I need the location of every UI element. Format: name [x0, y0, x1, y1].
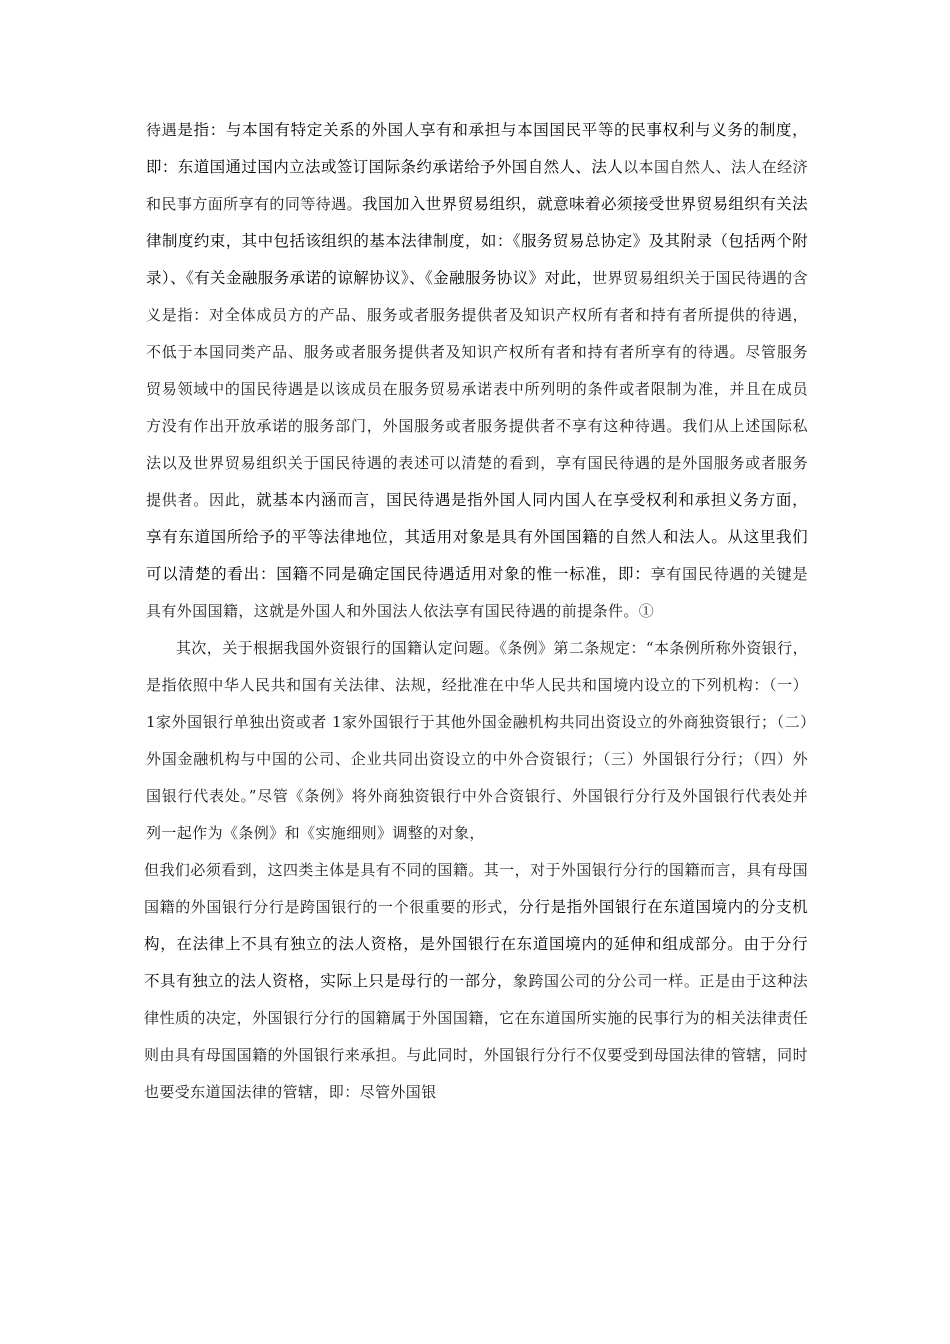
paragraph-national-treatment: [146, 112, 808, 630]
text-run: 我国加入世界贸易组织，就意味着必须接受世界贸易组织有关法律制度约束，其中包括该组织的基本法律制度，如：《服务贸易总协定》及其附录（包括两个附录）、《有关金融服务承诺的谅解协议》、《金融服务协议》对此，: [146, 195, 808, 287]
text-run: 就基本内涵而言，国民待遇是指外国人同内国人在享受权利和承担义务方面，享有东道国所给予的平等法律地位，其适用对象是具有外国国籍的自然人和法人。从这里我们可以清楚的看出：国籍不同是确定国民待遇适用对象的惟一标准，即：: [146, 491, 808, 583]
text-run: 是指：与本国有特定关系的外国人享有和承担与本国国民平等的民事权利与义务的制度，即：东道国通过国内立法或签订国际条约承诺给予外国自然人、法人: [146, 121, 808, 176]
text-run: 分行是指外国银行在东道国境内的分支机构，在法律上不具有独立的法人资格，是外国银行在东道国境内的延伸和组成部分。由于分行不具有独立的法人资格，实际上只是母行的一部分，: [144, 898, 809, 990]
text-run: 世界贸易组织关于国民待遇的含义是指：对全体成员方的产品、服务或者服务提供者及知识产权所有者和持有者所提供的待遇，不低于本国同类产品、服务或者服务提供者及知识产权所有者和持有者所享有的待遇。尽管服务贸易领域中的国民待遇是以该成员在服务贸易承诺表中所列明的条件或者限制为准，并且在成员方没有作出开放承诺的服务部门，外国服务或者服务提供者不享有这种待遇。我们从上述国际私法以及世界贸易组织关于国民待遇的表述可以清楚的看到，享有国民待遇的是外国服务或者服务提供者。因此，: [146, 269, 808, 509]
document-body: [146, 112, 808, 1111]
paragraph-foreign-bank-nationality: [146, 630, 808, 852]
text-run: 象跨国公司的分公司一样。正是由于这种法律性质的决定，外国银行分行的国籍属于外国国籍，它在东道国所实施的民事行为的相关法律责任则由具有母国国籍的外国银行来承担。与此同时，外国银行分行不仅要受到母国法律的管辖，同时也要受东道国法律的管辖，即：尽管外国银: [144, 972, 809, 1101]
text-run: 享有国民待遇的关键是具有外国国籍，这就是外国人和外国法人依法享有国民待遇的前提条件。①: [146, 565, 808, 620]
text-run: 待遇: [146, 121, 178, 139]
paragraph-four-entities: [144, 852, 808, 1111]
text-run: 以本国自然人、法人在经济和民事方面所享有的同等待遇。: [146, 158, 808, 213]
text-run: 但我们必须看到，这四类主体是具有不同的国籍。其一，对于外国银行分行的国籍而言，具有母国国籍的外国银行分行是跨国银行的一个很重要的形式，: [144, 861, 808, 916]
text-run: 其次，关于根据我国外资银行的国籍认定问题。《条例》第二条规定：“本条例所称外资银行，是指依照中华人民共和国有关法律、法规，经批准在中华人民共和国境内设立的下列机构：（一）1家外国银行单独出资或者 1家外国银行于其他外国金融机构共同出资设立的外商独资银行；（二）外国金融机构与中国的公司、企业共同出资设立的中外合资银行；（三）外国银行分行；（四）外国银行代表处。”尽管《条例》将外商独资银行中外合资银行、外国银行分行及外国银行代表处并列一起作为《条例》和《实施细则》调整的对象，: [146, 639, 808, 842]
